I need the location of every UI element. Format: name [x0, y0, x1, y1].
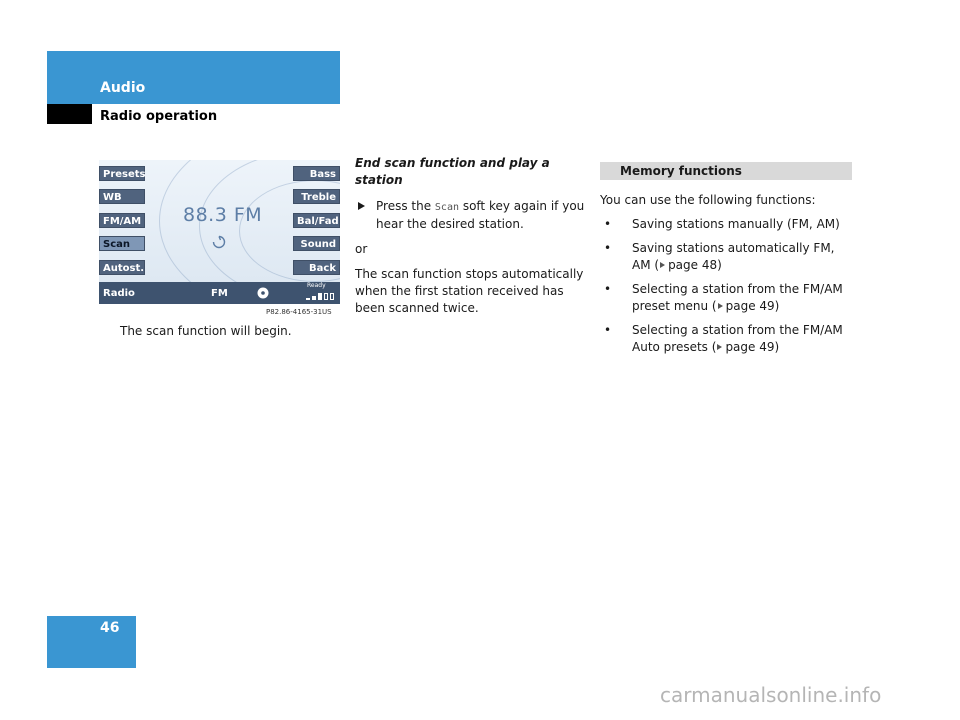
softkey-treble[interactable]: Treble [293, 189, 340, 204]
softkey-fm-am[interactable]: FM/AM [99, 213, 145, 228]
scan-begin-text: The scan function will begin. [120, 324, 292, 338]
subsection-title: Radio operation [100, 109, 218, 124]
status-source: Radio [103, 288, 135, 299]
scan-stop-paragraph: The scan function stops automatically when the first station received has been scanned twice. [355, 267, 584, 315]
softkey-sound[interactable]: Sound [293, 236, 340, 251]
disc-icon [257, 287, 269, 299]
step-press-scan: Press the Scan soft key again if you hear the desired station. [355, 198, 595, 233]
softkey-back[interactable]: Back [293, 260, 340, 275]
watermark: carmanualsonline.info [660, 683, 882, 707]
page-ref-link[interactable]: page 48 [668, 258, 718, 272]
scan-indicator-icon [212, 235, 226, 249]
softkey-scan[interactable]: Scan [99, 236, 145, 251]
section-title: Audio [100, 80, 146, 96]
bullet-icon: • [604, 323, 612, 337]
list-item: • Selecting a station from the FM/AM preset menu ( page 49) [604, 282, 843, 313]
or-text: or [355, 242, 368, 256]
bullet-icon: • [604, 217, 612, 231]
figure-code: P82.86-4165-31US [266, 308, 332, 316]
list-item: • Saving stations manually (FM, AM) [604, 217, 840, 231]
memory-functions-title: Memory functions [600, 162, 852, 180]
page-ref-icon [660, 262, 665, 268]
page-ref-icon [718, 303, 723, 309]
bullet-icon: • [604, 241, 612, 255]
scan-key-label: Scan [434, 202, 459, 213]
page-number-box [47, 616, 136, 668]
softkey-presets[interactable]: Presets [99, 166, 145, 181]
list-item: • Saving stations automatically FM, AM ( page 48) [604, 241, 835, 272]
softkey-bass[interactable]: Bass [293, 166, 340, 181]
page-ref-icon [717, 344, 722, 350]
softkey-bal-fad[interactable]: Bal/Fad [293, 213, 340, 228]
status-ready: Ready [307, 282, 326, 289]
end-scan-heading: End scan function and play a station [355, 156, 550, 187]
column-2 [355, 155, 595, 325]
status-bar [99, 282, 340, 304]
status-band: FM [211, 288, 228, 299]
header-band [47, 51, 340, 104]
frequency-display: 88.3 FM [183, 204, 263, 226]
page-ref-link[interactable]: page 49 [725, 299, 775, 313]
list-item: • Selecting a station from the FM/AM Auto presets ( page 49) [604, 323, 843, 354]
softkey-wb[interactable]: WB [99, 189, 145, 204]
header-marker [47, 104, 92, 124]
softkey-autost[interactable]: Autost. [99, 260, 145, 275]
radio-display-figure [99, 160, 340, 304]
step-arrow-icon [358, 202, 365, 210]
memory-intro: You can use the following functions: [600, 193, 816, 207]
page-ref-link[interactable]: page 49 [725, 340, 775, 354]
column-3 [600, 162, 852, 363]
bullet-icon: • [604, 282, 612, 296]
signal-strength-icon [306, 292, 336, 301]
page-number: 46 [100, 620, 120, 636]
